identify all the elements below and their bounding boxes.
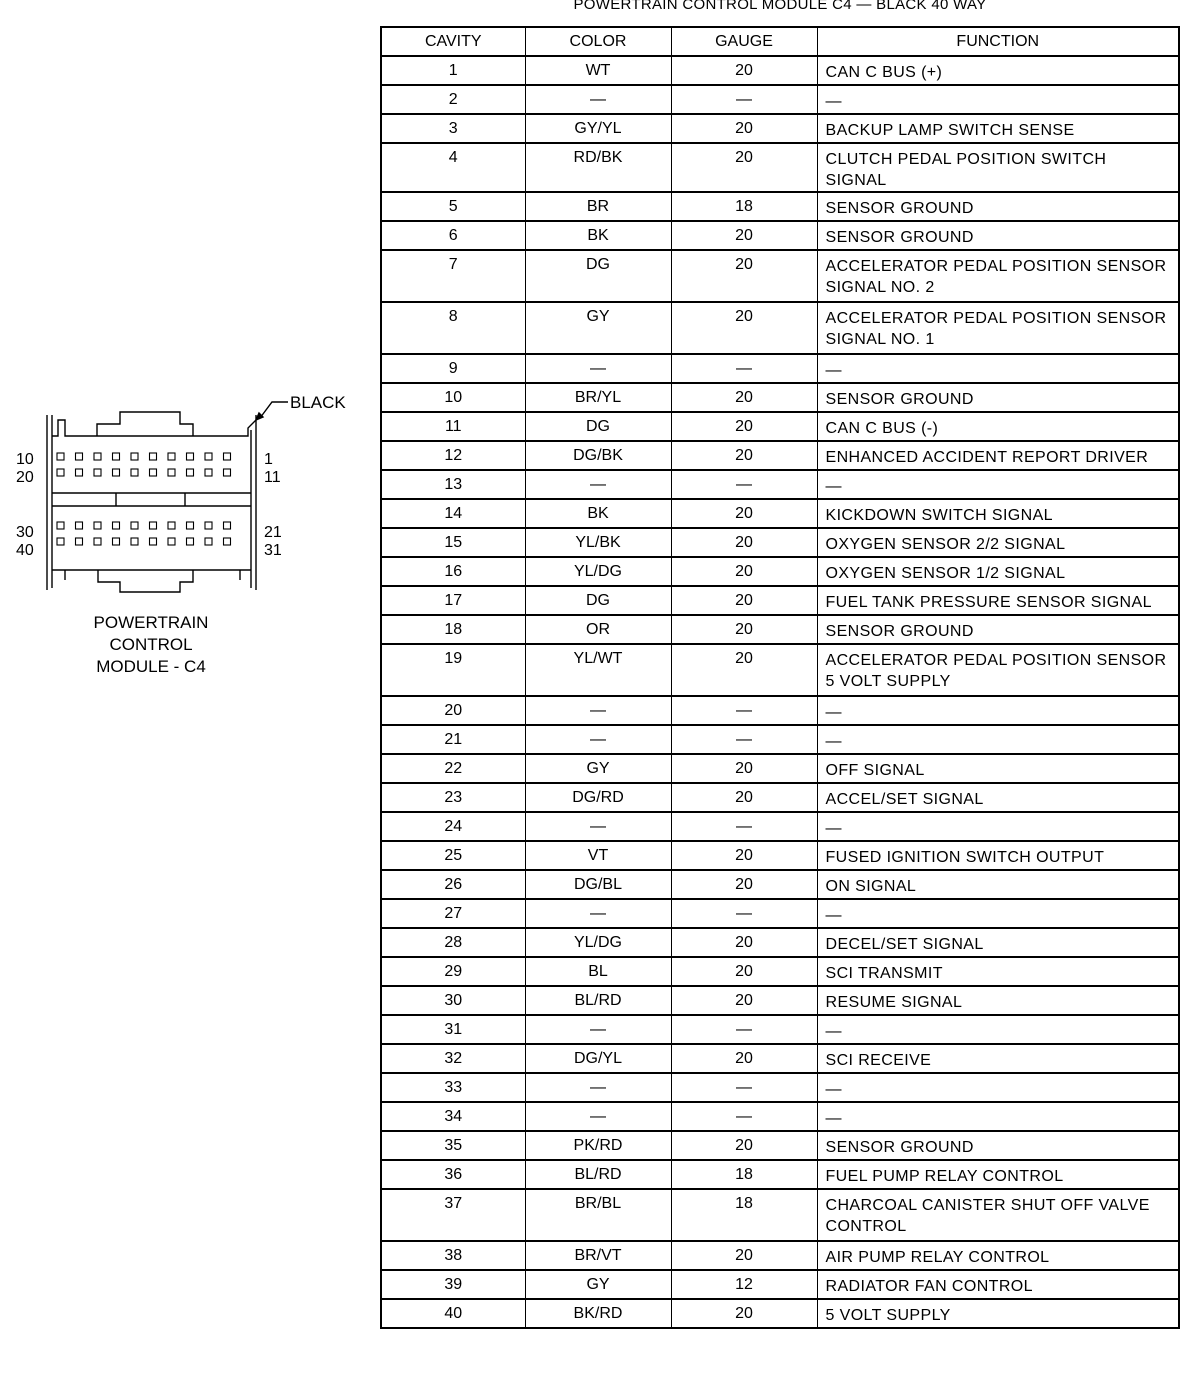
cell-cavity: 3 (381, 114, 525, 143)
table-row (381, 56, 1179, 85)
cell-cavity: 31 (381, 1015, 525, 1044)
pin-cavity (76, 469, 83, 476)
cell-gauge: 20 (671, 441, 817, 470)
cell-cavity: 12 (381, 441, 525, 470)
pin-cavity (94, 453, 101, 460)
cell-cavity: 5 (381, 192, 525, 221)
cell-color: — (525, 85, 671, 114)
cell-function: ACCELERATOR PEDAL POSITION SENSOR SIGNAL NO. 2 (817, 250, 1179, 302)
cell-function: ACCELERATOR PEDAL POSITION SENSOR 5 VOLT SUPPLY (817, 644, 1179, 696)
cell-color: BR (525, 192, 671, 221)
cell-function: FUSED IGNITION SWITCH OUTPUT (817, 841, 1179, 870)
cell-cavity: 13 (381, 470, 525, 499)
cell-gauge: 20 (671, 1241, 817, 1270)
pin-label: 1 (264, 451, 273, 468)
table-row (381, 957, 1179, 986)
cell-function: SENSOR GROUND (817, 192, 1179, 221)
cell-color: — (525, 1073, 671, 1102)
cell-gauge: 20 (671, 928, 817, 957)
cell-function: — (817, 1102, 1179, 1131)
cell-function: — (817, 85, 1179, 114)
cell-gauge: 20 (671, 302, 817, 354)
pin-cavity (150, 538, 157, 545)
cell-gauge: — (671, 85, 817, 114)
cell-function: ACCELERATOR PEDAL POSITION SENSOR SIGNAL NO. 1 (817, 302, 1179, 354)
cell-gauge: 20 (671, 1131, 817, 1160)
cell-color: YL/DG (525, 557, 671, 586)
table-row (381, 1299, 1179, 1328)
caption-line: MODULE - C4 (96, 657, 206, 676)
cell-color: GY (525, 1270, 671, 1299)
cell-gauge: 20 (671, 1044, 817, 1073)
cell-cavity: 26 (381, 870, 525, 899)
table-row (381, 383, 1179, 412)
table-row (381, 143, 1179, 192)
connector-drawing (0, 380, 300, 600)
cell-color: — (525, 354, 671, 383)
pin-label: 31 (264, 542, 282, 559)
table-row (381, 1160, 1179, 1189)
cell-color: DG (525, 586, 671, 615)
pin-cavity (205, 453, 212, 460)
cell-function: CAN C BUS (-) (817, 412, 1179, 441)
cell-gauge: 20 (671, 250, 817, 302)
cell-function: ACCEL/SET SIGNAL (817, 783, 1179, 812)
cell-cavity: 11 (381, 412, 525, 441)
pinout-table (380, 26, 1180, 1329)
pin-grid (57, 453, 231, 545)
cell-function: OXYGEN SENSOR 2/2 SIGNAL (817, 528, 1179, 557)
table-row (381, 250, 1179, 302)
table-row (381, 586, 1179, 615)
cell-cavity: 18 (381, 615, 525, 644)
cell-cavity: 29 (381, 957, 525, 986)
cell-cavity: 6 (381, 221, 525, 250)
table-row (381, 528, 1179, 557)
table-row (381, 1270, 1179, 1299)
connector-diagram (0, 380, 360, 700)
cell-cavity: 8 (381, 302, 525, 354)
cell-color: DG/YL (525, 1044, 671, 1073)
caption-line: POWERTRAIN (93, 613, 209, 632)
cell-cavity: 34 (381, 1102, 525, 1131)
cell-gauge: 18 (671, 1189, 817, 1241)
cell-cavity: 30 (381, 986, 525, 1015)
cell-gauge: 20 (671, 1299, 817, 1328)
pin-cavity (187, 469, 194, 476)
pin-cavity (205, 538, 212, 545)
pin-cavity (113, 538, 120, 545)
cell-gauge: — (671, 725, 817, 754)
cell-function: 5 VOLT SUPPLY (817, 1299, 1179, 1328)
pin-cavity (57, 538, 64, 545)
cell-color: — (525, 696, 671, 725)
pin-cavity (224, 538, 231, 545)
pin-cavity (57, 522, 64, 529)
table-row (381, 696, 1179, 725)
cell-color: DG (525, 412, 671, 441)
cell-gauge: 20 (671, 143, 817, 192)
cell-gauge: — (671, 899, 817, 928)
pin-cavity (131, 453, 138, 460)
header-row (381, 27, 1179, 56)
cell-function: CLUTCH PEDAL POSITION SWITCH SIGNAL (817, 143, 1179, 192)
pin-cavity (150, 453, 157, 460)
pin-cavity (205, 469, 212, 476)
pin-cavity (205, 522, 212, 529)
table-row (381, 1131, 1179, 1160)
cell-function: SENSOR GROUND (817, 1131, 1179, 1160)
pin-cavity (150, 522, 157, 529)
pin-cavity (76, 538, 83, 545)
cell-color: GY (525, 302, 671, 354)
table-row (381, 1189, 1179, 1241)
cell-color: VT (525, 841, 671, 870)
table-row (381, 1241, 1179, 1270)
cell-cavity: 2 (381, 85, 525, 114)
cell-gauge: 20 (671, 870, 817, 899)
cell-gauge: 20 (671, 499, 817, 528)
table-row (381, 1015, 1179, 1044)
cell-function: OXYGEN SENSOR 1/2 SIGNAL (817, 557, 1179, 586)
cell-cavity: 38 (381, 1241, 525, 1270)
cell-gauge: 20 (671, 754, 817, 783)
cell-color: GY/YL (525, 114, 671, 143)
cell-color: — (525, 1015, 671, 1044)
cell-function: AIR PUMP RELAY CONTROL (817, 1241, 1179, 1270)
cell-cavity: 1 (381, 56, 525, 85)
cell-cavity: 28 (381, 928, 525, 957)
cell-color: RD/BK (525, 143, 671, 192)
cell-function: SENSOR GROUND (817, 615, 1179, 644)
header-gauge: GAUGE (671, 27, 817, 56)
table-row (381, 470, 1179, 499)
cell-color: BR/VT (525, 1241, 671, 1270)
table-row (381, 841, 1179, 870)
cell-gauge: 18 (671, 192, 817, 221)
pin-cavity (224, 453, 231, 460)
pin-cavity (94, 538, 101, 545)
table-row (381, 615, 1179, 644)
cell-color: BK (525, 221, 671, 250)
table-row (381, 754, 1179, 783)
cell-cavity: 25 (381, 841, 525, 870)
cell-gauge: — (671, 696, 817, 725)
cell-cavity: 17 (381, 586, 525, 615)
cell-function: SCI TRANSMIT (817, 957, 1179, 986)
cell-gauge: 20 (671, 557, 817, 586)
cell-gauge: 12 (671, 1270, 817, 1299)
table-row (381, 557, 1179, 586)
cell-function: CAN C BUS (+) (817, 56, 1179, 85)
cell-function: KICKDOWN SWITCH SIGNAL (817, 499, 1179, 528)
cell-color: — (525, 812, 671, 841)
cell-cavity: 16 (381, 557, 525, 586)
pin-label: 30 (16, 524, 34, 541)
figure-caption (60, 612, 242, 678)
cell-gauge: 20 (671, 841, 817, 870)
cell-color: BR/YL (525, 383, 671, 412)
pin-cavity (57, 453, 64, 460)
table-row (381, 354, 1179, 383)
cell-color: BL/RD (525, 986, 671, 1015)
cell-gauge: 20 (671, 644, 817, 696)
pin-cavity (76, 453, 83, 460)
cell-function: BACKUP LAMP SWITCH SENSE (817, 114, 1179, 143)
cell-gauge: 20 (671, 412, 817, 441)
cell-color: — (525, 470, 671, 499)
table-row (381, 302, 1179, 354)
cell-function: FUEL PUMP RELAY CONTROL (817, 1160, 1179, 1189)
cell-gauge: — (671, 354, 817, 383)
cell-gauge: 20 (671, 383, 817, 412)
cell-color: PK/RD (525, 1131, 671, 1160)
cell-function: SENSOR GROUND (817, 383, 1179, 412)
cell-color: BR/BL (525, 1189, 671, 1241)
cell-gauge: — (671, 1102, 817, 1131)
pin-cavity (113, 522, 120, 529)
table-row (381, 986, 1179, 1015)
cell-gauge: 20 (671, 986, 817, 1015)
cell-cavity: 40 (381, 1299, 525, 1328)
cell-gauge: 20 (671, 221, 817, 250)
cell-gauge: 20 (671, 528, 817, 557)
cell-cavity: 15 (381, 528, 525, 557)
cell-cavity: 23 (381, 783, 525, 812)
header-color: COLOR (525, 27, 671, 56)
pinout-body (381, 56, 1179, 1328)
pin-cavity (224, 522, 231, 529)
cell-gauge: — (671, 470, 817, 499)
pin-cavity (94, 522, 101, 529)
cell-color: BL (525, 957, 671, 986)
cell-color: DG (525, 250, 671, 302)
cell-color: BK (525, 499, 671, 528)
table-row (381, 85, 1179, 114)
cell-function: ENHANCED ACCIDENT REPORT DRIVER (817, 441, 1179, 470)
pin-cavity (131, 522, 138, 529)
cell-gauge: 18 (671, 1160, 817, 1189)
cell-function: ON SIGNAL (817, 870, 1179, 899)
cell-function: RADIATOR FAN CONTROL (817, 1270, 1179, 1299)
pin-label: 11 (264, 469, 281, 486)
cell-cavity: 21 (381, 725, 525, 754)
pin-cavity (168, 522, 175, 529)
cell-cavity: 4 (381, 143, 525, 192)
cell-cavity: 9 (381, 354, 525, 383)
pin-cavity (131, 538, 138, 545)
cell-function: DECEL/SET SIGNAL (817, 928, 1179, 957)
cell-gauge: 20 (671, 586, 817, 615)
table-row (381, 812, 1179, 841)
header-cavity: CAVITY (381, 27, 525, 56)
cell-color: BK/RD (525, 1299, 671, 1328)
table-row (381, 192, 1179, 221)
cell-function: — (817, 696, 1179, 725)
table-title: POWERTRAIN CONTROL MODULE C4 — BLACK 40 WAY (573, 0, 987, 13)
table-row (381, 783, 1179, 812)
cell-function: RESUME SIGNAL (817, 986, 1179, 1015)
cell-color: YL/BK (525, 528, 671, 557)
table-row (381, 1102, 1179, 1131)
cell-cavity: 19 (381, 644, 525, 696)
cell-cavity: 20 (381, 696, 525, 725)
header-function: FUNCTION (817, 27, 1179, 56)
table-row (381, 928, 1179, 957)
cell-gauge: 20 (671, 957, 817, 986)
cell-color: WT (525, 56, 671, 85)
cell-color: YL/DG (525, 928, 671, 957)
connector-color-callout: BLACK (290, 393, 346, 412)
table-row (381, 1044, 1179, 1073)
cell-function: — (817, 470, 1179, 499)
cell-cavity: 32 (381, 1044, 525, 1073)
cell-function: SCI RECEIVE (817, 1044, 1179, 1073)
cell-cavity: 7 (381, 250, 525, 302)
pin-cavity (187, 522, 194, 529)
table-row (381, 725, 1179, 754)
cell-color: DG/RD (525, 783, 671, 812)
cell-cavity: 10 (381, 383, 525, 412)
cell-function: OFF SIGNAL (817, 754, 1179, 783)
cell-cavity: 14 (381, 499, 525, 528)
pin-label: 40 (16, 542, 34, 559)
table-row (381, 1073, 1179, 1102)
cell-function: — (817, 812, 1179, 841)
cell-function: — (817, 899, 1179, 928)
table-row (381, 412, 1179, 441)
cell-cavity: 24 (381, 812, 525, 841)
table-row (381, 114, 1179, 143)
pin-cavity (187, 538, 194, 545)
cell-color: DG/BK (525, 441, 671, 470)
cell-function: SENSOR GROUND (817, 221, 1179, 250)
pin-cavity (76, 522, 83, 529)
cell-color: — (525, 1102, 671, 1131)
cell-color: DG/BL (525, 870, 671, 899)
cell-function: FUEL TANK PRESSURE SENSOR SIGNAL (817, 586, 1179, 615)
cell-gauge: 20 (671, 114, 817, 143)
cell-function: — (817, 354, 1179, 383)
pin-cavity (168, 469, 175, 476)
cell-gauge: — (671, 1073, 817, 1102)
cell-color: BL/RD (525, 1160, 671, 1189)
pin-cavity (168, 453, 175, 460)
pin-cavity (113, 453, 120, 460)
cell-cavity: 22 (381, 754, 525, 783)
table-row (381, 441, 1179, 470)
cell-color: — (525, 899, 671, 928)
cell-function: CHARCOAL CANISTER SHUT OFF VALVE CONTROL (817, 1189, 1179, 1241)
cell-color: YL/WT (525, 644, 671, 696)
cell-color: GY (525, 754, 671, 783)
cell-cavity: 35 (381, 1131, 525, 1160)
cell-function: — (817, 725, 1179, 754)
pin-label: 10 (16, 451, 34, 468)
cell-color: OR (525, 615, 671, 644)
table-row (381, 870, 1179, 899)
table-row (381, 644, 1179, 696)
cell-cavity: 36 (381, 1160, 525, 1189)
table-row (381, 499, 1179, 528)
pin-cavity (113, 469, 120, 476)
table-row (381, 221, 1179, 250)
pin-cavity (131, 469, 138, 476)
cell-cavity: 27 (381, 899, 525, 928)
cell-cavity: 37 (381, 1189, 525, 1241)
pin-label: 21 (264, 524, 282, 541)
cell-function: — (817, 1073, 1179, 1102)
pin-cavity (57, 469, 64, 476)
cell-cavity: 33 (381, 1073, 525, 1102)
cell-gauge: 20 (671, 783, 817, 812)
cell-color: — (525, 725, 671, 754)
cell-gauge: 20 (671, 56, 817, 85)
cell-function: — (817, 1015, 1179, 1044)
cell-gauge: — (671, 1015, 817, 1044)
pin-cavity (224, 469, 231, 476)
pin-label: 20 (16, 469, 34, 486)
pin-cavity (94, 469, 101, 476)
table-row (381, 899, 1179, 928)
pin-cavity (168, 538, 175, 545)
caption-line: CONTROL (109, 635, 193, 654)
pin-cavity (150, 469, 157, 476)
cell-cavity: 39 (381, 1270, 525, 1299)
cell-gauge: — (671, 812, 817, 841)
pin-cavity (187, 453, 194, 460)
cell-gauge: 20 (671, 615, 817, 644)
